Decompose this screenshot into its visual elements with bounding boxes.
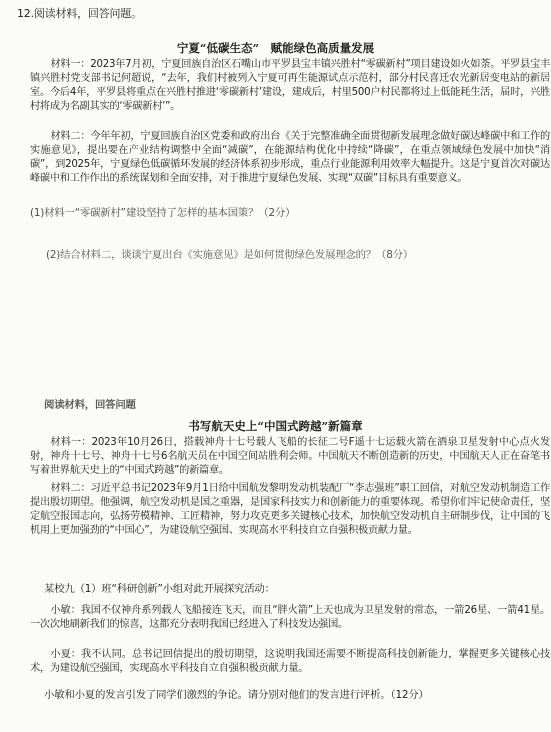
question-3: 小敏和小夏的发言引发了同学们激烈的争论。请分别对他们的发言进行评析。（12分） [44, 689, 429, 701]
question-1: (1)材料一“零碳新村”建设坚持了怎样的基本国策？（2分） [30, 207, 296, 219]
student-b-statement: 小夏：我不认同。总书记回信提出的殷切期望，这说明我国还需要不断提高科技创新能力，掌握更多关键核心技术，为建设航空强国，实现高水平科技自立自强积极贡献力量。 [30, 649, 550, 675]
section2-material1: 材料一：2023年10月26日，搭载神舟十七号载人飞船的长征二号F遥十七运载火箭在酒泉卫星发射中心点火发射，神舟十七号、神舟十七号6名航天员在中国空间站胜利会师。中国航天不断创造新的历史，中国航天人正在奋笔书写着世界航天史上的“中国式跨越”的新篇章。 [30, 437, 550, 477]
question-2: (2)结合材料二，谈谈宁夏出台《实施意见》是如何贯彻绿色发展理念的？（8分） [46, 249, 414, 261]
student-a-statement: 小敏：我国不仅神舟系列载人飞船接连飞天，而且“胖火箭”上天也成为卫星发射的常态，一箭26星、一箭41星。一次次地刷新我们的惊喜，这都充分表明我国已经进入了科技发达强国。 [30, 605, 550, 631]
section1-title: 宁夏“低碳生态” 赋能绿色高质量发展 [176, 41, 375, 55]
section1-material1: 材料一：2023年7月初，宁夏回族自治区石嘴山市平罗县宝丰镇兴胜村“零碳新村”项目建设如火如荼。平罗县宝丰镇兴胜村党支部书记何超说，“去年，我们村被列入宁夏可再生能源试点示范村，部分村民喜迁农光新居变电站的新居室。今后4年，平罗县将重点在兴胜村推进‘零碳新村’建设，建成后，村里500户村民都将过上低能耗生活，届时，兴胜村将成为名副其实的‘零碳新村’”。 [30, 59, 550, 113]
section2-title: 书写航天史上“中国式跨越”新篇章 [188, 419, 363, 433]
activity-intro: 某校九（1）班“科研创新”小组对此开展探究活动： [44, 583, 275, 595]
question-header: 12.阅读材料，回答问题。 [17, 7, 142, 20]
section2-label: 阅读材料，回答问题 [44, 399, 136, 411]
section2-material2: 材料二：习近平总书记2023年9月1日给中国航发黎明发动机装配厂“李志强班”职工回信，对航空发动机制造工作提出殷切期望。他强调，航空发动机是国之重器，是国家科技实力和创新能力的重要体现。希望你们牢记使命责任，坚定航空报国志向，弘扬劳模精神、工匠精神，努力攻克更多关键核心技术，加快航空发动机自主研制步伐，让中国的飞机用上更加强劲的“中国心”，为建设航空强国、实现高水平科技自立自强积极贡献力量。 [30, 483, 550, 537]
section1-material2: 材料二：今年年初，宁夏回族自治区党委和政府出台《关于完整准确全面贯彻新发展理念做好碳达峰碳中和工作的实施意见》，提出要在产业结构调整中全面“减碳”，在能源结构优化中持续“降碳”，在重点领域绿色发展中加快“消碳”，到2025年，宁夏绿色低碳循环发展的经济体系初步形成，重点行业能源利用效率大幅提升。这是宁夏首次对碳达峰碳中和工作作出的系统谋划和全面安排，对于推进宁夏绿色发展、实现“双碳”目标具有重要意义。 [30, 131, 550, 185]
